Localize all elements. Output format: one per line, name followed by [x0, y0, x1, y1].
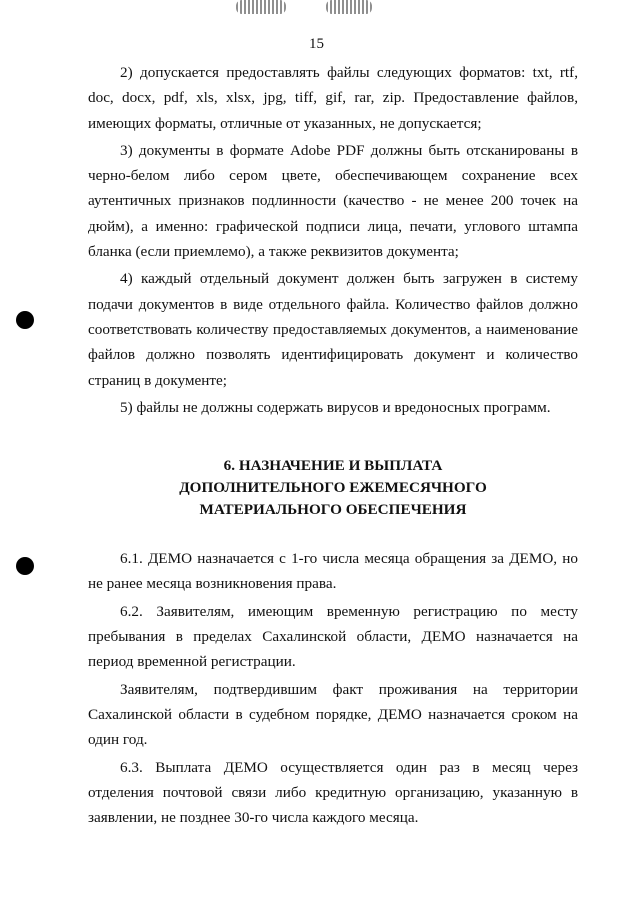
section-heading-line: ДОПОЛНИТЕЛЬНОГО ЕЖЕМЕСЯЧНОГО	[179, 479, 487, 497]
scan-artifact	[326, 0, 372, 14]
document-body	[88, 60, 578, 832]
punch-hole	[16, 557, 34, 575]
paragraph: 5) файлы не должны содержать вирусов и вредоносных программ.	[120, 398, 551, 416]
section-heading	[88, 455, 578, 521]
paragraph: 6.2. Заявителям, имеющим временную регистрацию по месту пребывания в пределах Сахалинской области, ДЕМО назначается на период временной регистрации.	[88, 602, 578, 671]
scan-artifact	[236, 0, 286, 14]
paragraph: 6.3. Выплата ДЕМО осуществляется один раз в месяц через отделения почтовой связи либо кредитную организацию, указанную в заявлении, не позднее 30-го числа каждого месяца.	[88, 758, 578, 827]
paragraph: 3) документы в формате Adobe PDF должны быть отсканированы в черно-белом либо сером цвете, обеспечивающем сохранение всех аутентичных признаков подлинности (качество - не менее 200 точек на дюйм), а именно: графической подписи лица, печати, углового штампа бланка (если приемлемо), а также реквизитов документа;	[88, 141, 578, 261]
section-heading-line: МАТЕРИАЛЬНОГО ОБЕСПЕЧЕНИЯ	[199, 501, 467, 519]
paragraph: Заявителям, подтвердившим факт проживания на территории Сахалинской области в судебном порядке, ДЕМО назначается сроком на один год.	[88, 680, 578, 749]
section-heading-line: 6. НАЗНАЧЕНИЕ И ВЫПЛАТА	[223, 457, 443, 475]
paragraph: 6.1. ДЕМО назначается с 1-го числа месяца обращения за ДЕМО, но не ранее месяца возникновения права.	[88, 550, 578, 593]
paragraph: 2) допускается предоставлять файлы следующих форматов: txt, rtf, doc, docx, pdf, xls, xlsx, jpg, tiff, gif, rar, zip. Предоставление файлов, имеющих форматы, отличные от указанных, не допускается;	[88, 64, 578, 132]
punch-hole	[16, 311, 34, 329]
paragraph: 4) каждый отдельный документ должен быть загружен в систему подачи документов в виде отдельного файла. Количество файлов должно соответствовать количеству предоставляемых документов, а наименование файлов должно позволять идентифицировать документ и количество страниц в документе;	[88, 270, 578, 389]
page-number: 15	[309, 36, 324, 52]
